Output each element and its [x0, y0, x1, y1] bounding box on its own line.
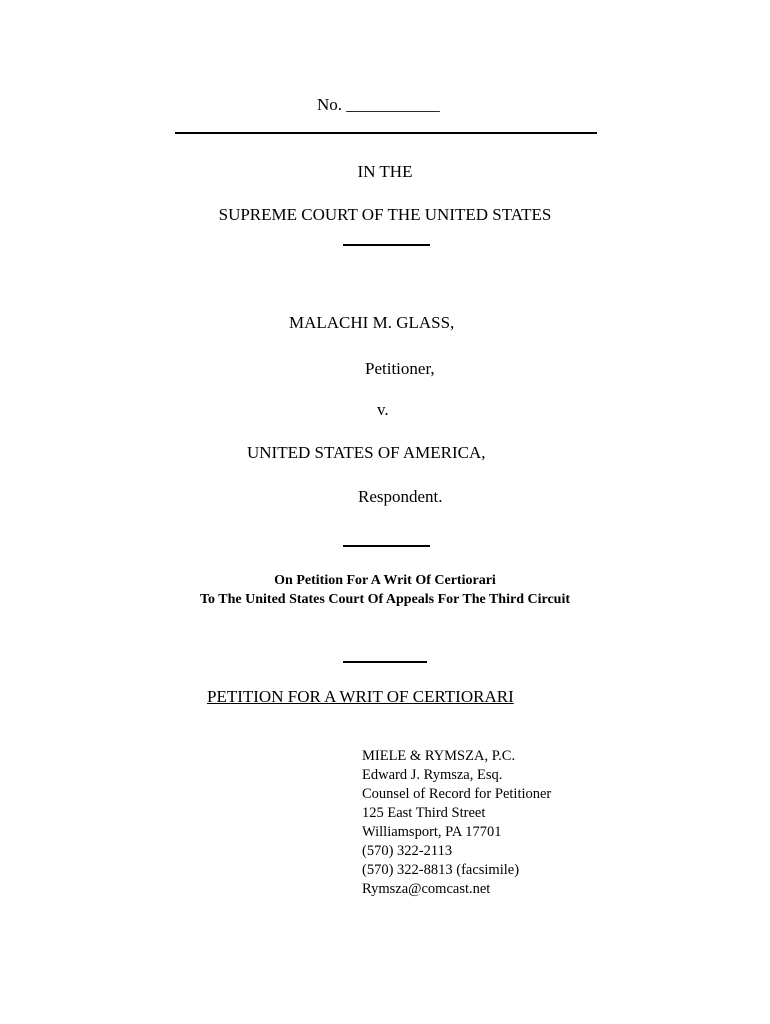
case-number-blank: ___________: [346, 95, 440, 114]
top-rule: [175, 132, 597, 134]
petitioner-role: Petitioner,: [365, 359, 435, 378]
parties-divider-rule: [343, 545, 430, 547]
counsel-fax: (570) 322-8813 (facsimile): [362, 862, 520, 878]
versus: v.: [377, 400, 389, 419]
title-divider-rule: [343, 661, 427, 663]
document-title: PETITION FOR A WRIT OF CERTIORARI: [207, 687, 514, 706]
counsel-email: Rymsza@comcast.net: [362, 881, 491, 897]
court-heading-name: SUPREME COURT OF THE UNITED STATES: [218, 205, 552, 224]
counsel-city: Williamsport, PA 17701: [362, 824, 502, 840]
petition-basis-line2: To The United States Court Of Appeals For The Third Circuit: [199, 592, 570, 607]
counsel-phone: (570) 322-2113: [362, 843, 453, 859]
petition-basis-line1: On Petition For A Writ Of Certiorari: [274, 573, 496, 588]
counsel-attorney: Edward J. Rymsza, Esq.: [362, 767, 503, 783]
counsel-street: 125 East Third Street: [362, 805, 486, 821]
petitioner-name: MALACHI M. GLASS,: [289, 313, 455, 332]
counsel-firm: MIELE & RYMSZA, P.C.: [362, 748, 516, 764]
counsel-role: Counsel of Record for Petitioner: [362, 786, 552, 802]
court-divider-rule: [343, 244, 430, 246]
respondent-role: Respondent.: [358, 487, 443, 506]
case-number-label: No.: [317, 95, 343, 114]
case-number-line: [317, 95, 440, 115]
court-heading-in-the: IN THE: [357, 162, 413, 181]
respondent-name: UNITED STATES OF AMERICA,: [247, 443, 486, 462]
counsel-block: [362, 747, 551, 899]
